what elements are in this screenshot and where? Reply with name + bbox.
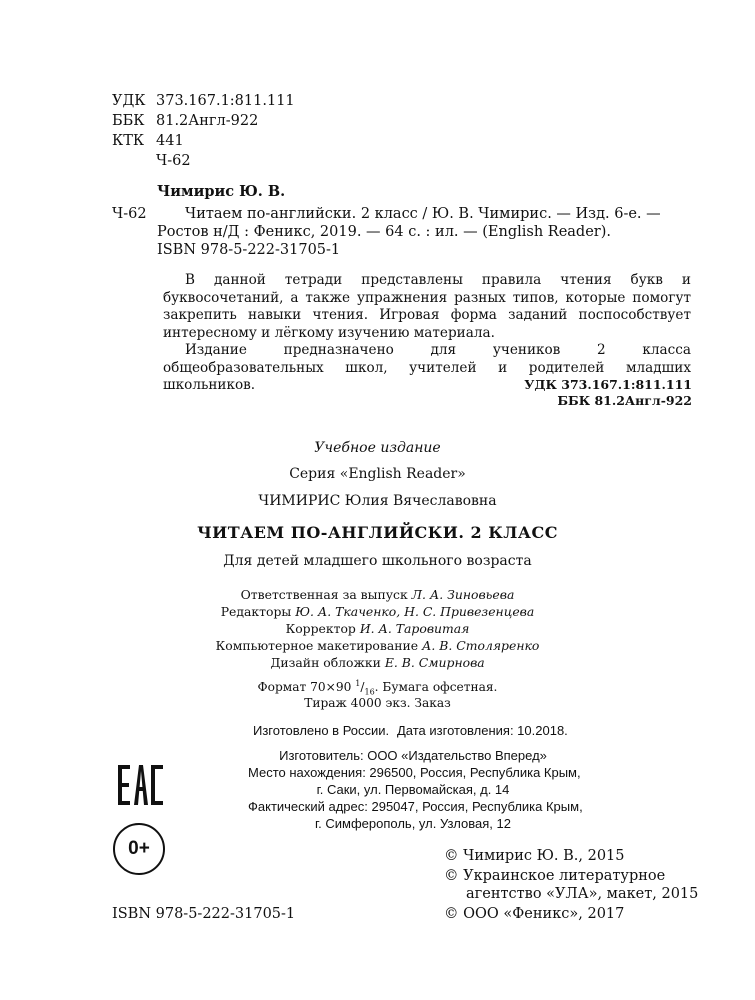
location-line-2: г. Саки, ул. Первомайская, д. 14 <box>316 782 510 797</box>
manufacture-date: Дата изготовления: 10.2018. <box>397 723 568 738</box>
classification-udk <box>112 93 295 109</box>
credit-role: Дизайн обложки <box>270 655 381 670</box>
annotation-paragraph-2: Издание предназначено для учеников 2 класса общеобразовательных школ, учителей и родителей младших школьников. <box>163 342 691 393</box>
age-rating-badge: 0+ <box>113 823 165 875</box>
format-fraction-den: 16 <box>364 687 375 697</box>
credit-line <box>0 621 755 636</box>
bib-isbn: ISBN 978-5-222-31705-1 <box>157 242 341 258</box>
actual-address-line-2: г. Симферополь, ул. Узловая, 12 <box>315 816 511 831</box>
credit-line <box>0 638 755 653</box>
credit-line <box>0 604 755 619</box>
classification-code: КТК <box>112 133 145 149</box>
copyright-line: © Чимирис Ю. В., 2015 <box>444 848 625 864</box>
actual-address-line-1: Фактический адрес: 295047, Россия, Республика Крым, <box>248 799 583 814</box>
credit-name: Ю. А. Ткаченко, Н. С. Привезенцева <box>295 604 535 619</box>
copyright-line: © ООО «Феникс», 2017 <box>444 906 625 922</box>
edition-type: Учебное издание <box>314 440 441 456</box>
index-bbk-right: ББК 81.2Англ-922 <box>557 393 692 408</box>
copyright-line: © Украинское литературное <box>444 868 666 884</box>
print-run: Тираж 4000 экз. Заказ <box>304 696 451 710</box>
book-title: ЧИТАЕМ ПО-АНГЛИЙСКИ. 2 КЛАСС <box>197 523 558 542</box>
credit-name: И. А. Таровитая <box>359 621 470 636</box>
classification-value: 441 <box>156 133 184 149</box>
bib-line-2: Ростов н/Д : Феникс, 2019. — 64 с. : ил. — (English Reader). <box>157 224 611 240</box>
credit-role: Корректор <box>285 621 356 636</box>
credit-name: Е. В. Смирнова <box>384 655 485 670</box>
credit-role: Редакторы <box>220 604 292 619</box>
book-subtitle: Для детей младшего школьного возраста <box>223 553 532 569</box>
classification-code: УДК <box>112 93 146 109</box>
classification-value: 373.167.1:811.111 <box>156 93 295 109</box>
format-suffix: . Бумага офсетная. <box>374 680 498 695</box>
eac-mark-icon <box>118 763 163 807</box>
credit-line <box>0 587 755 602</box>
credit-name: А. В. Столяренко <box>422 638 540 653</box>
classification-value: Ч-62 <box>156 153 191 169</box>
copyright-line: агентство «УЛА», макет, 2015 <box>466 886 699 902</box>
credit-line <box>0 655 755 670</box>
format-prefix: Формат 70×90 <box>257 680 356 695</box>
format-line: Формат 70×90 $^1/_{16}$. Бумага офсетная. <box>257 679 498 697</box>
annotation-paragraph-1: В данной тетради представлены правила чтения букв и буквосочетаний, а также упражнения разных типов, которые помогут закрепить навыки чтения. Игровая форма заданий поспособствует интересному и лёгкому изучению материала. <box>163 272 691 341</box>
credit-role: Компьютерное макетирование <box>215 638 419 653</box>
classification-bbk <box>112 113 258 129</box>
format-fraction-num: 1 <box>355 679 361 688</box>
call-number: Ч-62 <box>112 206 147 222</box>
credit-name: Л. А. Зиновьева <box>411 587 515 602</box>
author-heading: Чимирис Ю. В. <box>157 183 286 200</box>
credit-role: Ответственная за выпуск <box>240 587 408 602</box>
made-in: Изготовлено в России. <box>253 723 390 738</box>
index-udk-right: УДК 373.167.1:811.111 <box>524 377 692 392</box>
classification-ktk <box>112 133 184 149</box>
author-full-name: ЧИМИРИС Юлия Вячеславовна <box>258 493 497 509</box>
classification-author-mark <box>112 153 191 169</box>
classification-code: ББК <box>112 113 145 129</box>
location-line-1: Место нахождения: 296500, Россия, Республика Крым, <box>248 765 581 780</box>
manufacturer: Изготовитель: ООО «Издательство Вперед» <box>279 748 547 763</box>
classification-value: 81.2Англ-922 <box>156 113 259 129</box>
bib-line-1: Читаем по-английски. 2 класс / Ю. В. Чимирис. — Изд. 6-е. — <box>185 206 661 222</box>
series: Серия «English Reader» <box>289 466 466 482</box>
isbn-footer: ISBN 978-5-222-31705-1 <box>112 906 296 922</box>
